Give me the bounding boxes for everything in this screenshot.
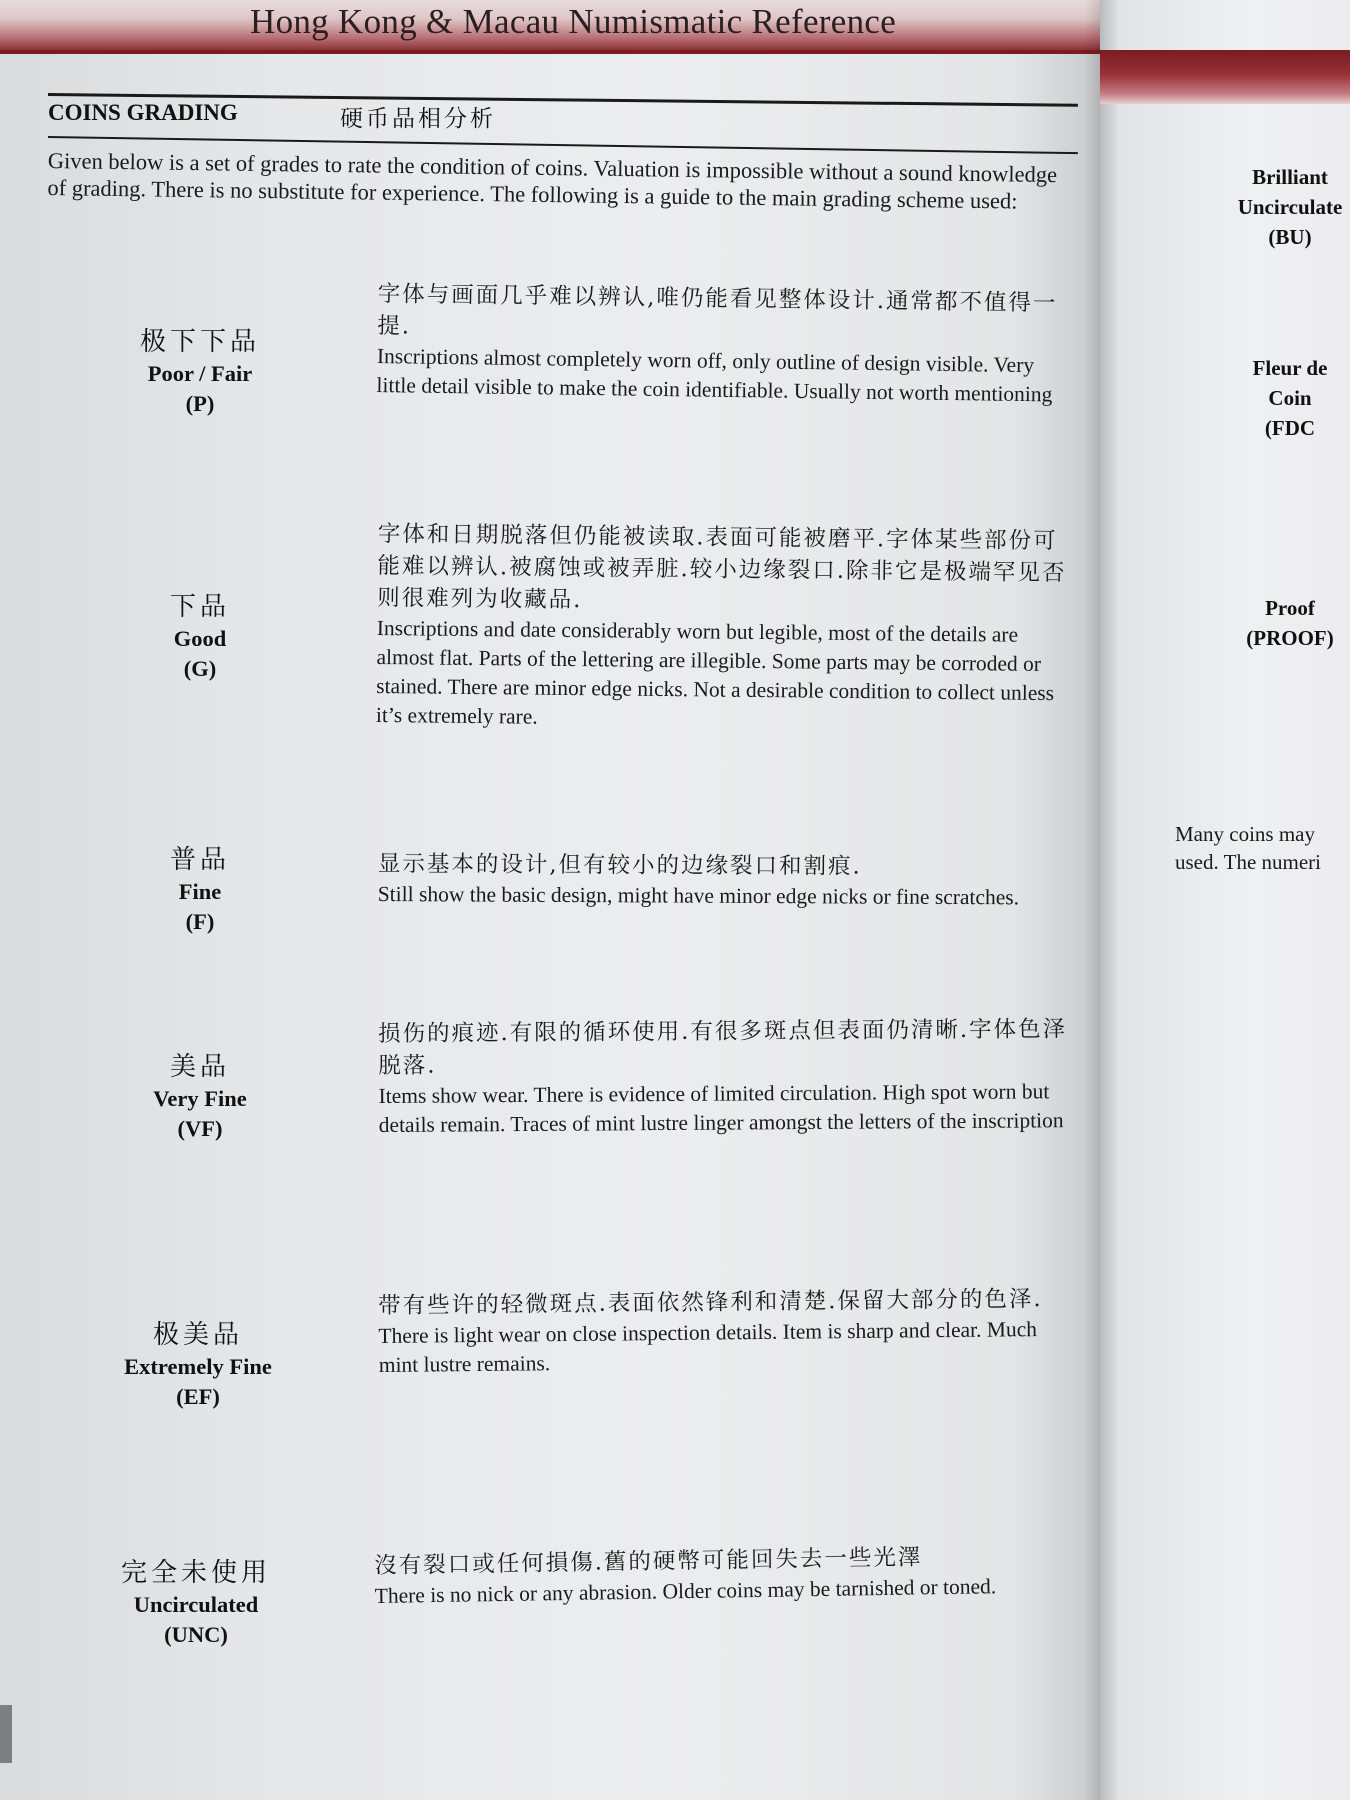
grade-desc-zh: 字体和日期脱落但仍能被读取.表面可能被磨平.字体某些部份可能难以辨认.被腐蚀或被弄脏.较小边缘裂口.除非它是极端罕见否则很难列为收藏品. <box>377 520 1067 614</box>
grade-abbr: (VF) <box>177 1116 223 1141</box>
grade-abbr: (F) <box>185 909 215 934</box>
grade-name-en: Uncirculated <box>133 1592 259 1617</box>
grade-name-zh: 极美品 <box>152 1320 243 1350</box>
grade-label-good <box>90 590 310 684</box>
right-grade-line: Proof <box>1265 596 1315 620</box>
grade-abbr: (G) <box>183 656 217 681</box>
grade-desc-uncirculated <box>374 1539 1065 1611</box>
grade-name-en: Good <box>173 626 227 651</box>
grade-name-en: Poor / Fair <box>147 361 253 386</box>
grade-label-very-fine <box>90 1050 310 1144</box>
grade-desc-zh: 沒有裂口或任何損傷.舊的硬幣可能回失去一些光澤 <box>374 1544 923 1579</box>
grade-label-fine <box>90 843 310 937</box>
grade-name-en: Extremely Fine <box>124 1354 272 1379</box>
grade-desc-zh: 损伤的痕迹.有限的循环使用.有很多斑点但表面仍清晰.字体色泽脱落. <box>378 1016 1068 1079</box>
grade-name-zh: 普品 <box>169 845 230 875</box>
right-grade-line: Fleur de <box>1252 356 1328 380</box>
grade-desc-very-fine <box>378 1013 1079 1140</box>
grade-name-en: Fine <box>178 879 222 904</box>
right-grade-brilliant-uncirculated <box>1210 162 1350 252</box>
right-note-line: used. The numeri <box>1175 850 1321 874</box>
right-grade-line: (PROOF) <box>1246 626 1334 650</box>
right-grade-line: Uncirculate <box>1237 195 1343 219</box>
section-title: COINS GRADING <box>48 100 238 125</box>
grade-name-zh: 美品 <box>169 1052 230 1082</box>
grade-abbr: (P) <box>185 391 215 416</box>
grade-desc-en: Inscriptions almost completely worn off, only outline of design visible. Very little detail visible to make the coin identifiable. Usually not worth mentioning <box>376 343 1053 407</box>
grade-desc-fine <box>378 848 1078 913</box>
right-page-note <box>1175 820 1321 876</box>
grade-desc-zh: 字体与画面几乎难以辨认,唯仍能看见整体设计.通常都不值得一提. <box>377 280 1058 340</box>
grade-desc-en: Still show the basic design, might have minor edge nicks or fine scratches. <box>377 881 1020 910</box>
grade-abbr: (UNC) <box>164 1622 228 1647</box>
grade-label-uncirculated <box>86 1556 306 1650</box>
grade-desc-good <box>376 518 1078 737</box>
grade-abbr: (EF) <box>176 1384 220 1409</box>
right-grade-line: (BU) <box>1268 225 1312 249</box>
right-note-line: Many coins may <box>1175 822 1315 846</box>
grade-desc-zh: 带有些许的轻微斑点.表面依然锋利和清楚.保留大部分的色泽. <box>378 1286 1043 1319</box>
header-rule <box>0 50 1100 54</box>
grade-name-zh: 完全未使用 <box>120 1558 271 1588</box>
grade-desc-en: There is light wear on close inspection details. Item is sharp and clear. Much mint lustre remains. <box>378 1317 1038 1377</box>
right-grade-line: (FDC <box>1264 416 1316 440</box>
right-header-band <box>1100 50 1350 104</box>
grade-name-zh: 下品 <box>169 592 230 622</box>
right-grade-fleur-de-coin <box>1210 353 1350 443</box>
grade-label-extremely-fine <box>88 1318 308 1412</box>
grade-desc-extremely-fine <box>378 1283 1079 1380</box>
grade-name-zh: 极下下品 <box>139 327 260 357</box>
grade-label-poor <box>90 325 310 419</box>
right-grade-proof <box>1210 593 1350 653</box>
grade-desc-en: Inscriptions and date considerably worn but legible, most of the details are almost flat. Parts of the lettering are illegible. Some parts may be corroded or stained. There are minor edge nicks. Not a desirable condition to collect unless it’s extremely rare. <box>375 615 1055 729</box>
grade-desc-zh: 显示基本的设计,但有较小的边缘裂口和割痕. <box>377 850 862 880</box>
page-corner-tab <box>0 1705 12 1763</box>
right-grade-line: Coin <box>1268 386 1312 410</box>
grade-desc-en: There is no nick or any abrasion. Older coins may be tarnished or toned. <box>374 1574 997 1608</box>
grade-desc-poor <box>376 278 1078 410</box>
grade-name-en: Very Fine <box>153 1086 247 1111</box>
right-grade-line: Brilliant <box>1252 165 1328 189</box>
right-page <box>1100 0 1350 1800</box>
intro-paragraph: Given below is a set of grades to rate the condition of coins. Valuation is impossible without a sound knowledge of grading. There is no substitute for experience. The following is a guide to the main grading scheme used: <box>47 147 1058 214</box>
running-header-title: Hong Kong & Macau Numismatic Reference <box>250 2 897 41</box>
section-title-chinese: 硬币品相分析 <box>340 106 496 132</box>
grade-desc-en: Items show wear. There is evidence of limited circulation. High spot worn but details remain. Traces of mint lustre linger amongst the letters of the inscription <box>378 1079 1064 1137</box>
